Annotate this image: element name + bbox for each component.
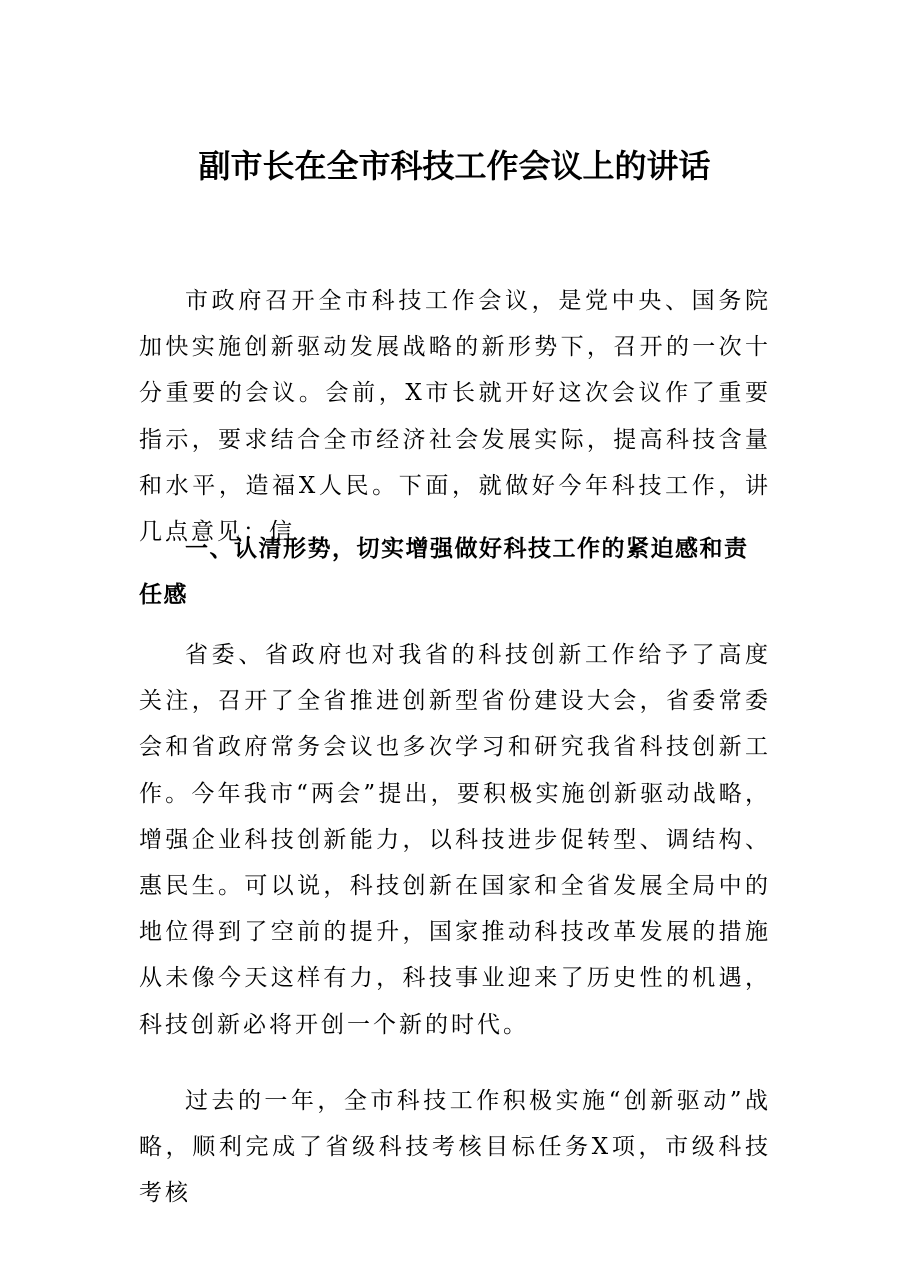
document-title: 副市长在全市科技工作会议上的讲话 <box>198 147 711 185</box>
paragraph-intro: 市政府召开全市科技工作会议，是党中央、国务院加快实施创新驱动发展战略的新形势下，召开的一次十分重要的会议。会前，X市长就开好这次会议作了重要指示，要求结合全市经济社会发展实际，提高科技含量和水平，造福X人民。下面，就做好今年科技工作，讲几点意见：信 <box>139 288 771 546</box>
paragraph-situation: 省委、省政府也对我省的科技创新工作给予了高度关注，召开了全省推进创新型省份建设大会，省委常委会和省政府常务会议也多次学习和研究我省科技创新工作。今年我市“两会”提出，要积极实施创新驱动战略，增强企业科技创新能力，以科技进步促转型、调结构、惠民生。可以说，科技创新在国家和全省发展全局中的地位得到了空前的提升，国家推动科技改革发展的措施从未像今天这样有力，科技事业迎来了历史性的机遇，科技创新必将开创一个新的时代。 <box>139 642 771 1038</box>
section-heading-1: 一、认清形势，切实增强做好科技工作的紧迫感和责任感 <box>139 536 749 608</box>
paragraph-review: 过去的一年，全市科技工作积极实施“创新驱动”战略，顺利完成了省级科技考核目标任务X项，市级科技考核 <box>139 1088 771 1207</box>
